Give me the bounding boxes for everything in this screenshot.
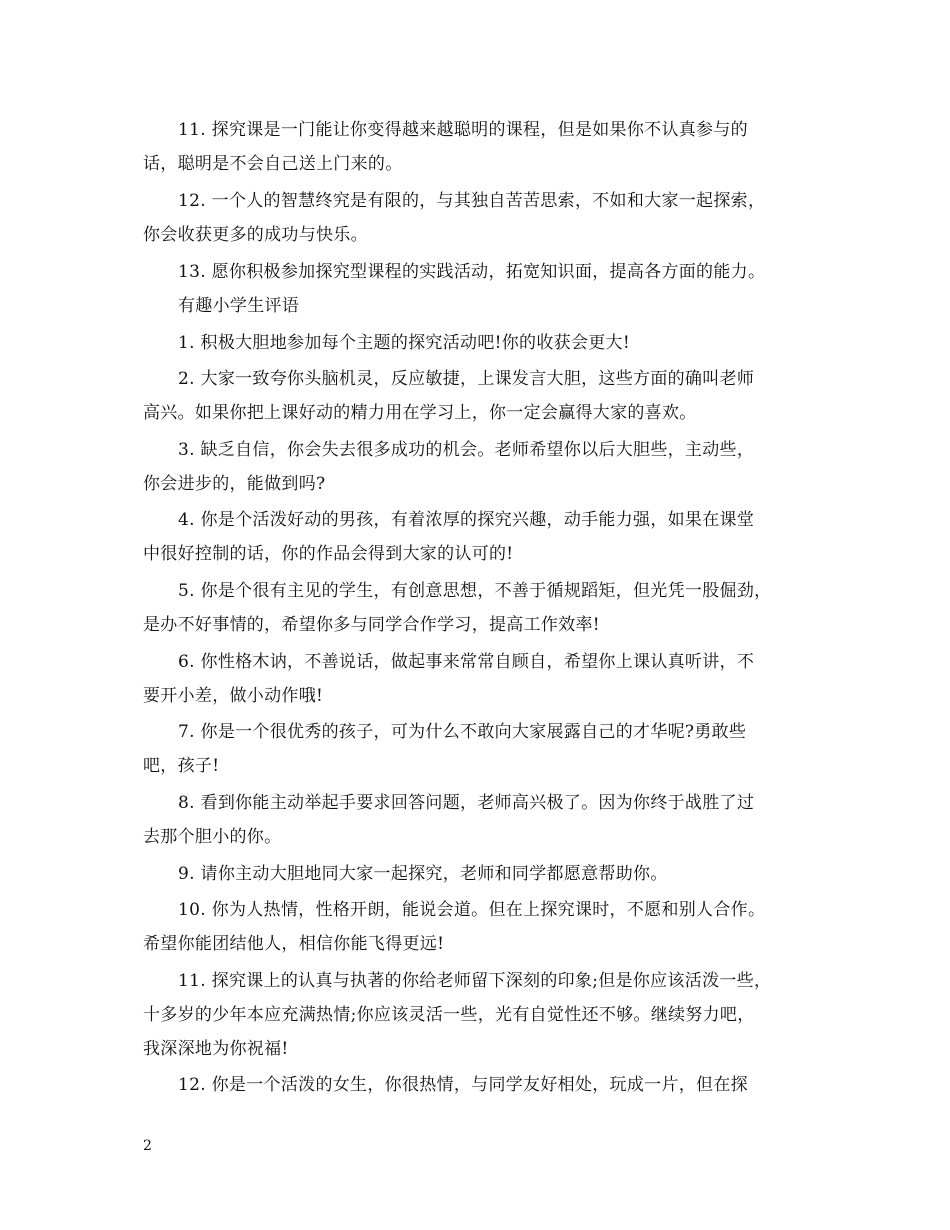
text-line: 8. 看到你能主动举起手要求回答问题，老师高兴极了。因为你终于战胜了过 — [178, 793, 755, 813]
text-line: 7. 你是一个很优秀的孩子，可为什么不敢向大家展露自己的才华呢?勇敢些 — [178, 722, 747, 742]
text-line: 高兴。如果你把上课好动的精力用在学习上，你一定会赢得大家的喜欢。 — [143, 403, 697, 423]
text-line: 十多岁的少年本应充满热情;你应该灵活一些，光有自觉性还不够。继续努力吧， — [143, 1005, 755, 1025]
text-line: 12. 你是一个活泼的女生，你很热情，与同学友好相处，玩成一片，但在探 — [178, 1075, 748, 1095]
text-line: 我深深地为你祝福! — [143, 1039, 289, 1059]
text-line: 吧，孩子! — [143, 756, 220, 776]
text-line: 1. 积极大胆地参加每个主题的探究活动吧!你的收获会更大! — [178, 333, 630, 353]
text-line: 2. 大家一致夸你头脑机灵，反应敏捷，上课发言大胆，这些方面的确叫老师 — [178, 369, 755, 389]
text-line: 你会进步的，能做到吗? — [143, 474, 326, 494]
text-line: 11. 探究课上的认真与执著的你给老师留下深刻的印象;但是你应该活泼一些， — [178, 971, 772, 991]
text-line: 6. 你性格木讷，不善说话，做起事来常常自顾自，希望你上课认真听讲，不 — [178, 652, 755, 672]
text-line: 3. 缺乏自信，你会失去很多成功的机会。老师希望你以后大胆些，主动些， — [178, 440, 755, 460]
text-line: 中很好控制的话，你的作品会得到大家的认可的! — [143, 544, 514, 564]
text-line: 13. 愿你积极参加探究型课程的实践活动，拓宽知识面，提高各方面的能力。 — [178, 262, 766, 282]
text-line: 你会收获更多的成功与快乐。 — [143, 225, 368, 245]
text-line: 12. 一个人的智慧终究是有限的，与其独自苦苦思索，不如和大家一起探索， — [178, 191, 766, 211]
section-heading: 有趣小学生评语 — [178, 296, 300, 316]
text-line: 4. 你是个活泼好动的男孩，有着浓厚的探究兴趣，动手能力强，如果在课堂 — [178, 510, 755, 530]
text-line: 话，聪明是不会自己送上门来的。 — [143, 154, 403, 174]
text-line: 去那个胆小的你。 — [143, 827, 282, 847]
text-line: 10. 你为人热情，性格开朗，能说会道。但在上探究课时，不愿和别人合作。 — [178, 900, 766, 920]
text-line: 11. 探究课是一门能让你变得越来越聪明的课程，但是如果你不认真参与的 — [178, 120, 748, 140]
text-line: 希望你能团结他人，相信你能飞得更远! — [143, 934, 445, 954]
text-line: 要开小差，做小动作哦! — [143, 686, 324, 706]
text-line: 9. 请你主动大胆地同大家一起探究，老师和同学都愿意帮助你。 — [178, 864, 668, 884]
page-number: 2 — [143, 1138, 152, 1154]
text-line: 是办不好事情的，希望你多与同学合作学习，提高工作效率! — [143, 615, 600, 635]
text-line: 5. 你是个很有主见的学生，有创意思想，不善于循规蹈矩，但光凭一股倔劲， — [178, 581, 772, 601]
